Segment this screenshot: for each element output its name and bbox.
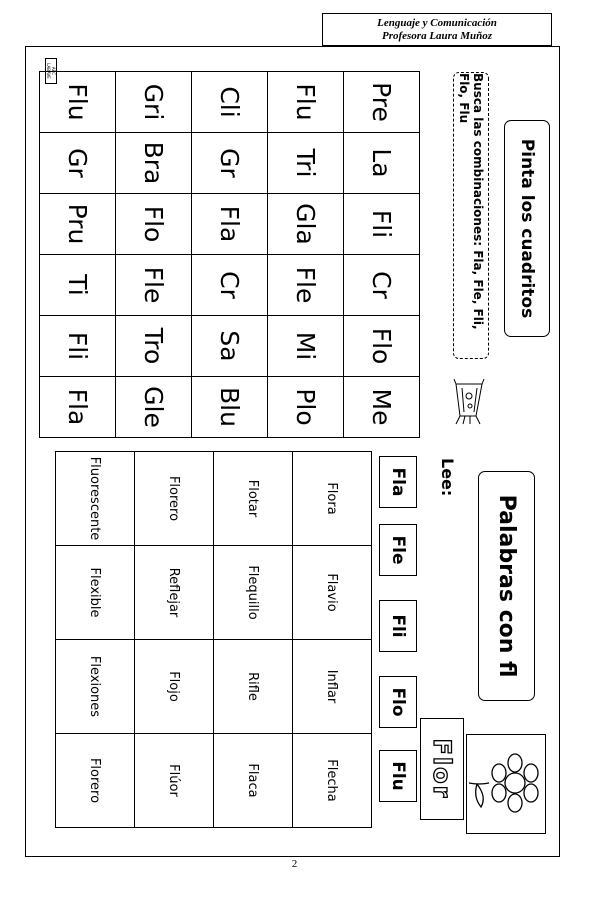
word-cell: Flotar [214, 452, 293, 546]
word-cell: Inflar [293, 640, 372, 734]
grid-cell[interactable]: Cr [344, 255, 420, 316]
word-cell: Flúor [135, 734, 214, 828]
word-row [214, 452, 293, 828]
word-cell: Flequillo [214, 546, 293, 640]
syllable-box-fle: Fle [379, 524, 417, 576]
grid-cell[interactable]: Cli [192, 72, 268, 133]
read-label: Lee: [438, 458, 457, 497]
flower-image [466, 734, 546, 834]
grid-cell[interactable]: Fle [268, 255, 344, 316]
activity2-title: Palabras con fl [478, 471, 535, 701]
grid-row [192, 72, 268, 438]
grid-cell[interactable]: Tri [268, 133, 344, 194]
word-cell: Flexiones [56, 640, 135, 734]
grid-cell[interactable]: Flu [268, 72, 344, 133]
pencils-icon [450, 376, 490, 426]
syllable-box-fli: Fli [379, 600, 417, 652]
grid-cell[interactable]: Fli [40, 316, 116, 377]
grid-cell[interactable]: Ti [40, 255, 116, 316]
word-row [293, 452, 372, 828]
word-grid [55, 451, 372, 828]
word-cell: Flavio [293, 546, 372, 640]
grid-cell[interactable]: Fla [192, 194, 268, 255]
publisher-stamp: ABC LABAVE [45, 58, 57, 84]
grid-cell[interactable]: Mi [268, 316, 344, 377]
grid-cell[interactable]: Gr [192, 133, 268, 194]
word-cell: Flexible [56, 546, 135, 640]
page-number: 2 [291, 858, 298, 870]
grid-cell[interactable]: Gla [268, 194, 344, 255]
grid-cell[interactable]: Cr [192, 255, 268, 316]
grid-cell[interactable]: Me [344, 377, 420, 438]
word-cell: Flora [293, 452, 372, 546]
grid-cell[interactable]: Pru [40, 194, 116, 255]
syllable-box-flo: Flo [379, 676, 417, 728]
grid-row [40, 72, 116, 438]
word-row [56, 452, 135, 828]
word-cell: Florero [56, 734, 135, 828]
grid-cell[interactable]: Flo [344, 316, 420, 377]
grid-cell[interactable]: Sa [192, 316, 268, 377]
word-cell: Reflejar [135, 546, 214, 640]
grid-cell[interactable]: Flo [116, 194, 192, 255]
grid-cell[interactable]: Tro [116, 316, 192, 377]
flor-word: Flor [428, 738, 456, 800]
word-cell: Flojo [135, 640, 214, 734]
grid-row [116, 72, 192, 438]
word-cell: Rifle [214, 640, 293, 734]
grid-cell[interactable]: Bra [116, 133, 192, 194]
activity1-title: Pinta los cuadritos [504, 120, 550, 337]
syllable-grid [39, 71, 420, 438]
word-row [135, 452, 214, 828]
word-cell: Fluorescente [56, 452, 135, 546]
grid-cell[interactable]: Gri [116, 72, 192, 133]
header-teacher: Profesora Laura Muñoz [381, 30, 493, 42]
syllable-box-fla: Fla [379, 456, 417, 508]
header-subject: Lenguaje y Comunicación [377, 17, 497, 29]
worksheet-content [25, 46, 560, 857]
grid-cell[interactable]: Gr [40, 133, 116, 194]
grid-cell[interactable]: La [344, 133, 420, 194]
grid-cell[interactable]: Plo [268, 377, 344, 438]
flor-word-box [420, 718, 464, 820]
grid-row [268, 72, 344, 438]
grid-cell[interactable]: Fle [116, 255, 192, 316]
grid-cell[interactable]: Pre [344, 72, 420, 133]
word-cell: Flaca [214, 734, 293, 828]
activity1-instruction: Busca las combinaciones: Fla, Fle, Fli, Flo, Flu [453, 72, 489, 359]
grid-row [344, 72, 420, 438]
grid-cell[interactable]: Flu [40, 72, 116, 133]
grid-cell[interactable]: Blu [192, 377, 268, 438]
grid-cell[interactable]: Fla [40, 377, 116, 438]
flower-icon [467, 735, 545, 833]
grid-cell[interactable]: Gle [116, 377, 192, 438]
grid-cell[interactable]: Fli [344, 194, 420, 255]
word-cell: Florero [135, 452, 214, 546]
syllable-box-flu: Flu [379, 750, 417, 802]
header-box [322, 13, 552, 46]
word-cell: Flecha [293, 734, 372, 828]
